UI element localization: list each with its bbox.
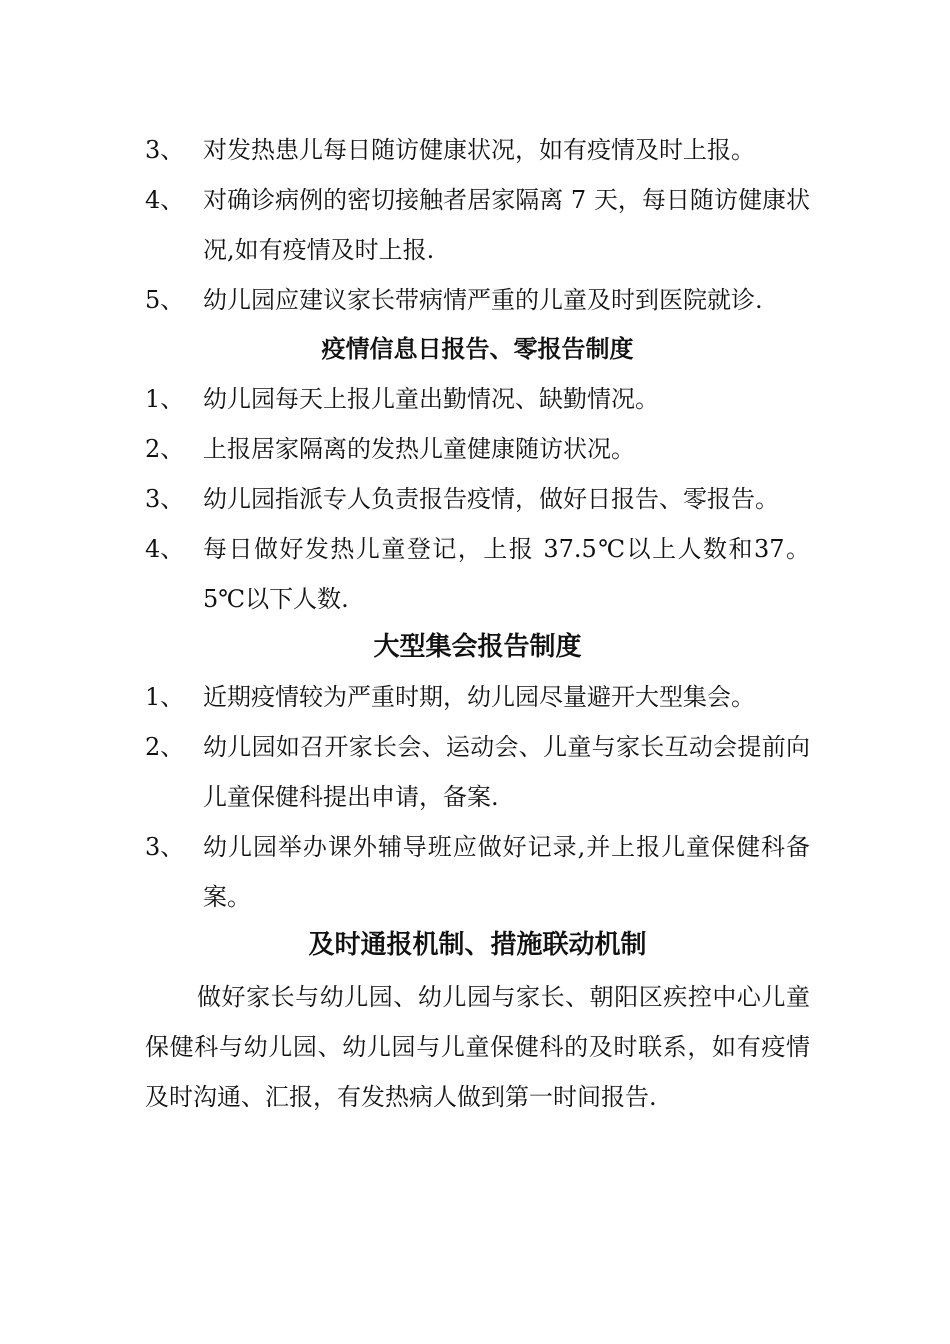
body-paragraph: 做好家长与幼儿园、幼儿园与家长、朝阳区疾控中心儿童保健科与幼儿园、幼儿园与儿童保健科的及时联系，如有疫情及时沟通、汇报，有发热病人做到第一时间报告. — [145, 983, 810, 1111]
list-item-number: 3、 — [145, 833, 185, 861]
list-item-number: 2、 — [145, 733, 185, 761]
list-item-number: 1、 — [145, 683, 185, 711]
list-item-text: 幼儿园指派专人负责报告疫情，做好日报告、零报告。 — [203, 485, 779, 513]
list-item — [145, 374, 810, 424]
list-item-text: 幼儿园举办课外辅导班应做好记录,并上报儿童保健科备案。 — [203, 833, 810, 911]
list-item — [145, 474, 810, 524]
list-item — [145, 672, 810, 722]
list-item — [145, 524, 810, 624]
list-item-text: 幼儿园如召开家长会、运动会、儿童与家长互动会提前向儿童保健科提出申请，备案. — [203, 733, 810, 811]
list-item — [145, 424, 810, 474]
section-heading-gathering: 大型集会报告制度 — [373, 632, 582, 662]
list-item-text: 对发热患儿每日随访健康状况，如有疫情及时上报。 — [203, 136, 755, 164]
list-item-number: 1、 — [145, 385, 185, 413]
list-item — [145, 175, 810, 275]
list-item-number: 3、 — [145, 485, 185, 513]
list-item-text: 幼儿园每天上报儿童出勤情况、缺勤情况。 — [203, 385, 659, 413]
section-heading-daily-report: 疫情信息日报告、零报告制度 — [321, 334, 634, 363]
list-item-number: 2、 — [145, 435, 185, 463]
list-item — [145, 125, 810, 175]
list-item-text: 上报居家隔离的发热儿童健康随访状况。 — [203, 435, 635, 463]
list-item-text: 每日做好发热儿童登记，上报 37.5℃以上人数和37。5℃以下人数. — [203, 535, 810, 613]
list-item-number: 4、 — [145, 535, 185, 563]
list-item-number: 3、 — [145, 136, 185, 164]
list-item-text: 近期疫情较为严重时期，幼儿园尽量避开大型集会。 — [203, 683, 755, 711]
list-item — [145, 822, 810, 922]
list-item-number: 5、 — [145, 286, 185, 314]
list-item — [145, 722, 810, 822]
list-item-text: 幼儿园应建议家长带病情严重的儿童及时到医院就诊. — [203, 286, 763, 314]
list-item — [145, 275, 810, 325]
section-heading-mechanism: 及时通报机制、措施联动机制 — [308, 930, 647, 960]
list-item-number: 4、 — [145, 186, 185, 214]
list-item-text: 对确诊病例的密切接触者居家隔离 7 天，每日随访健康状况,如有疫情及时上报. — [203, 186, 810, 264]
